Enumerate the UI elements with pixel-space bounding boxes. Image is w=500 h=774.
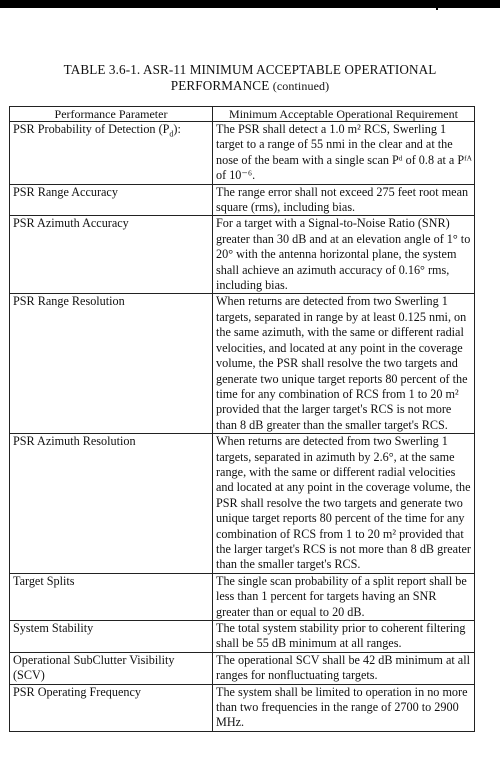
parameter-cell: System Stability xyxy=(10,621,213,653)
page-number-fragment xyxy=(230,762,270,774)
requirement-cell: The single scan probability of a split report shall be less than 1 percent for targets having an SNR greater than or equal to 20 dB. xyxy=(213,573,475,620)
corner-mark xyxy=(426,2,438,10)
parameter-cell: Target Splits xyxy=(10,573,213,620)
title-line-2-sub: (continued) xyxy=(272,79,330,93)
title-line-2-main: PERFORMANCE xyxy=(170,78,270,93)
header-row xyxy=(10,107,475,122)
requirement-cell: When returns are detected from two Swerling 1 targets, separated in azimuth by 2.6°, at the same range, with the same or different radial velocities and located at any point in the coverage volume, the PSR shall resolve the two targets and generate two unique target reports 80 percent of the time for any combination of RCS from 1 to 20 m² provided that the larger target's RCS is not more than 8 dB greater than the smaller target's RCS. xyxy=(213,434,475,574)
parameter-text: PSR Probability of Detection (P xyxy=(13,122,170,136)
parameter-cell: PSR Range Resolution xyxy=(10,294,213,434)
column-header-parameter: Performance Parameter xyxy=(10,107,213,122)
table-row xyxy=(10,294,475,434)
column-header-requirement: Minimum Acceptable Operational Requirement xyxy=(213,107,475,122)
parameter-tail: ): xyxy=(173,122,181,136)
table-row xyxy=(10,184,475,216)
table-row xyxy=(10,434,475,574)
top-edge-bar xyxy=(0,0,500,8)
parameter-cell: Operational SubClutter Visibility (SCV) xyxy=(10,652,213,684)
requirement-cell: The total system stability prior to coherent filtering shall be 55 dB minimum at all ranges. xyxy=(213,621,475,653)
parameter-cell: PSR Azimuth Accuracy xyxy=(10,216,213,294)
table-title xyxy=(20,62,480,94)
parameter-subscript: d xyxy=(169,129,174,139)
table-row xyxy=(10,573,475,620)
table-row xyxy=(10,652,475,684)
table-row xyxy=(10,216,475,294)
requirement-cell: The operational SCV shall be 42 dB minimum at all ranges for nonfluctuating targets. xyxy=(213,652,475,684)
table-row xyxy=(10,684,475,731)
table-row xyxy=(10,122,475,185)
table-row xyxy=(10,621,475,653)
parameter-cell: PSR Operating Frequency xyxy=(10,684,213,731)
parameter-cell: PSR Azimuth Resolution xyxy=(10,434,213,574)
requirement-cell: When returns are detected from two Swerling 1 targets, separated in range by at least 0.125 nmi, on the same azimuth, with the same or different radial velocities, and located at any point in the coverage volume, the PSR shall resolve the two targets and generate two unique target reports 80 percent of the time for any combination of RCS from 1 to 20 m² provided that the larger target's RCS is not more than 8 dB greater than the smaller target's RCS. xyxy=(213,294,475,434)
requirement-cell: The PSR shall detect a 1.0 m² RCS, Swerling 1 target to a range of 55 nmi in the clear and at the nose of the beam with a single scan Pᵈ of 0.8 at a Pᶠᴬ of 10⁻⁶. xyxy=(213,122,475,185)
requirements-table xyxy=(9,106,475,732)
parameter-cell xyxy=(10,122,213,185)
requirement-cell: The range error shall not exceed 275 feet root mean square (rms), including bias. xyxy=(213,184,475,216)
requirement-cell: The system shall be limited to operation in no more than two frequencies in the range of 2700 to 2900 MHz. xyxy=(213,684,475,731)
parameter-cell: PSR Range Accuracy xyxy=(10,184,213,216)
requirement-cell: For a target with a Signal-to-Noise Ratio (SNR) greater than 30 dB and at an elevation angle of 1° to 20° with the antenna horizontal plane, the system shall achieve an azimuth accuracy of 0.16° rms, including bias. xyxy=(213,216,475,294)
title-line-1: TABLE 3.6-1. ASR-11 MINIMUM ACCEPTABLE OPERATIONAL xyxy=(63,62,437,77)
title-line-2 xyxy=(20,78,480,94)
